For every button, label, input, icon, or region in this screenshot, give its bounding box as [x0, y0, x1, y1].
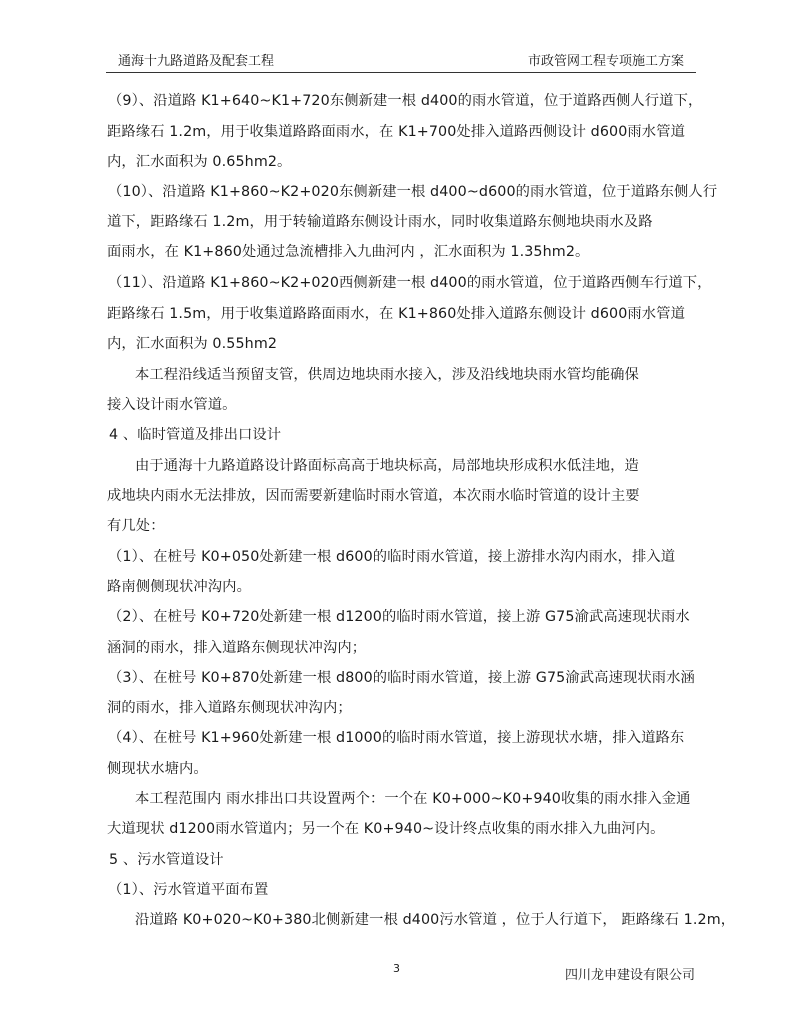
paragraph-line: 面雨水，在 K1+860处通过急流槽排入九曲河内 ，汇水面积为 1.35hm2。	[107, 244, 590, 260]
paragraph-line: （9）、沿道路 K1+640~K1+720东侧新建一根 d400的雨水管道，位于道路西侧人行道下，	[108, 93, 703, 109]
paragraph-line: 大道现状 d1200雨水管道内；另一个在 K0+940~设计终点收集的雨水排入九曲河内。	[107, 821, 665, 837]
paragraph-line: 沿道路 K0+020~K0+380北侧新建一根 d400污水管道 ，位于人行道下， 距路缘石 1.2m，	[135, 912, 736, 928]
paragraph-line: （10）、沿道路 K1+860~K2+020东侧新建一根 d400~d600的雨水管道，位于道路东侧人行	[108, 184, 718, 200]
paragraph-line: （2）、在桩号 K0+720处新建一根 d1200的临时雨水管道，接上游 G75渝武高速现状雨水	[108, 609, 690, 625]
section-heading: 5 、污水管道设计	[109, 852, 224, 868]
paragraph-line: 道下，距路缘石 1.2m，用于转输道路东侧设计雨水，同时收集道路东侧地块雨水及路	[107, 214, 653, 230]
paragraph-line: 接入设计雨水管道。	[107, 397, 237, 413]
paragraph-line: 本工程沿线适当预留支管，供周边地块雨水接入，涉及沿线地块雨水管均能确保	[135, 367, 639, 383]
paragraph-line: 侧现状水塘内。	[107, 761, 208, 777]
section-heading: 4 、临时管道及排出口设计	[109, 427, 282, 443]
paragraph-line: 距路缘石 1.2m，用于收集道路路面雨水，在 K1+700处排入道路西侧设计 d600雨水管道	[107, 124, 686, 140]
paragraph-line: 有几处：	[107, 518, 165, 534]
paragraph-line: 由于通海十九路道路设计路面标高高于地块标高，局部地块形成积水低洼地，造	[135, 458, 639, 474]
header-document-title: 市政管网工程专项施工方案	[527, 54, 684, 69]
subsection-heading: （1）、污水管道平面布置	[108, 882, 269, 898]
paragraph-line: （3）、在桩号 K0+870处新建一根 d800的临时雨水管道，接上游 G75渝武高速现状雨水涵	[108, 670, 695, 686]
paragraph-line: 内，汇水面积为 0.65hm2。	[107, 154, 292, 170]
paragraph-line: 本工程范围内 雨水排出口共设置两个：一个在 K0+000~K0+940收集的雨水排入金通	[135, 791, 691, 807]
header-project-title: 通海十九路道路及配套工程	[118, 54, 275, 69]
page-header	[118, 50, 684, 70]
paragraph-line: 路南侧侧现状冲沟内。	[107, 579, 251, 595]
header-divider	[106, 72, 696, 73]
paragraph-line: （1）、在桩号 K0+050处新建一根 d600的临时雨水管道，接上游排水沟内雨水，排入道	[108, 549, 676, 565]
paragraph-line: 内，汇水面积为 0.55hm2	[107, 336, 278, 352]
paragraph-line: 涵洞的雨水，排入道路东侧现状冲沟内；	[107, 640, 367, 656]
paragraph-line: 洞的雨水，排入道路东侧现状冲沟内；	[107, 700, 352, 716]
paragraph-line: （11）、沿道路 K1+860~K2+020西侧新建一根 d400的雨水管道，位于道路西侧车行道下，	[108, 275, 712, 291]
page-number: 3	[393, 962, 400, 975]
paragraph-line: （4）、在桩号 K1+960处新建一根 d1000的临时雨水管道，接上游现状水塘，排入道路东	[108, 730, 685, 746]
paragraph-line: 成地块内雨水无法排放，因而需要新建临时雨水管道，本次雨水临时管道的设计主要	[107, 488, 640, 504]
paragraph-line: 距路缘石 1.5m，用于收集道路路面雨水，在 K1+860处排入道路东侧设计 d600雨水管道	[107, 306, 686, 322]
footer-company-name: 四川龙申建设有限公司	[565, 968, 696, 983]
